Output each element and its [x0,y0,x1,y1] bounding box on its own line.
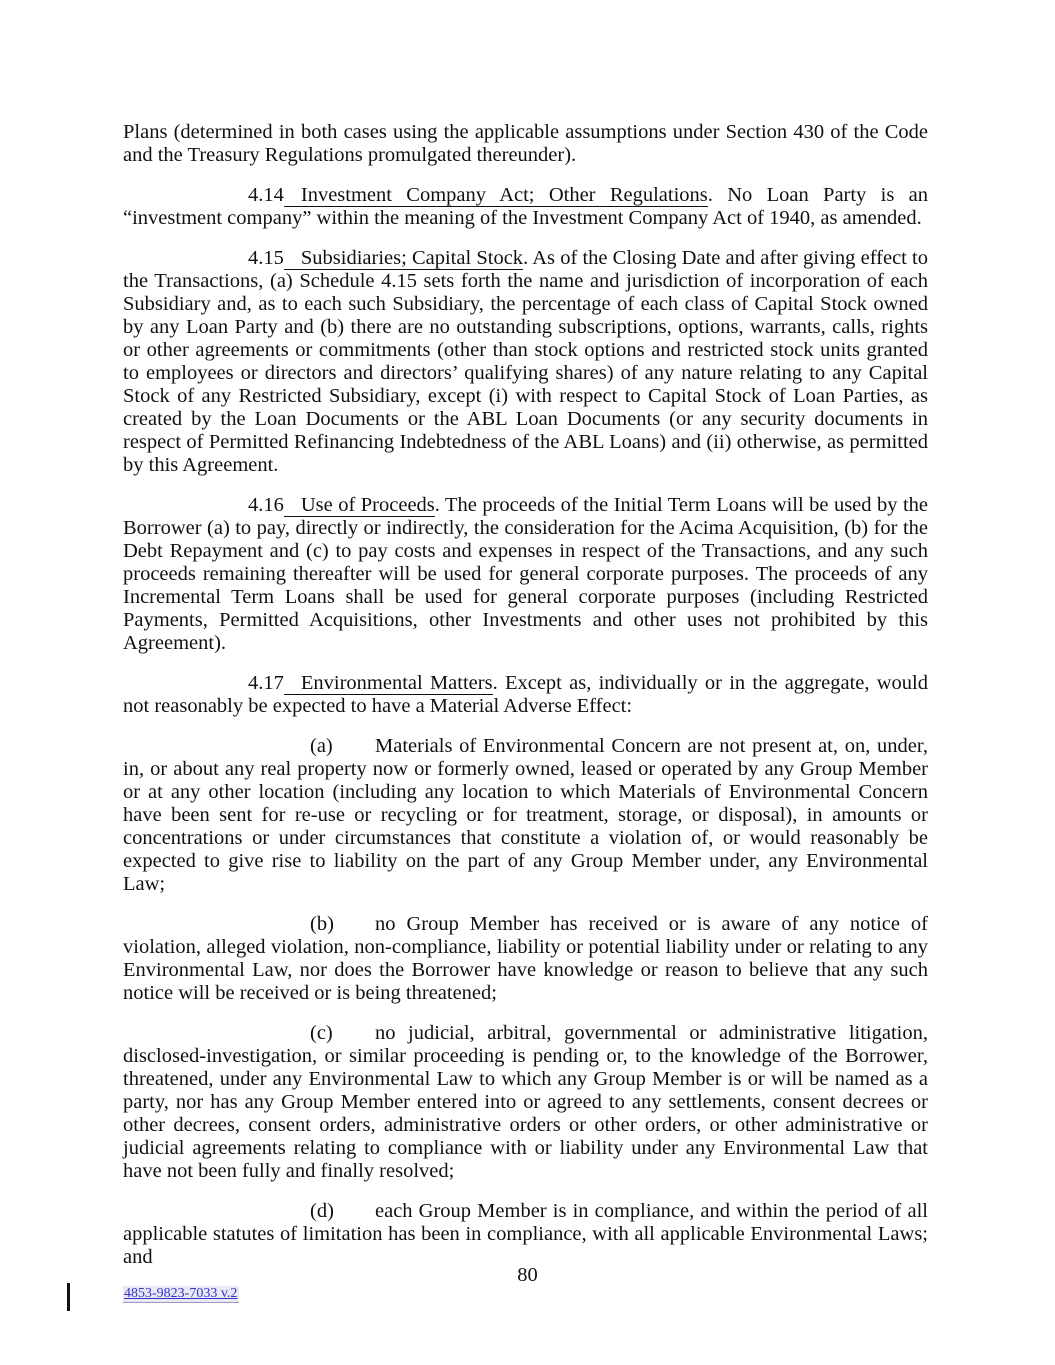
section-body: . Except as, individually or in the aggregate, would not reasonably be expected to have a Material Adverse Effect: [123,672,928,717]
subparagraph-label: (d) [310,1200,334,1222]
section-title: Subsidiaries; Capital Stock [284,247,523,270]
subparagraph-b [123,913,928,1005]
subparagraph-label: (c) [310,1022,333,1044]
change-bar [67,1283,70,1311]
page-body-text [123,121,928,1269]
subparagraph-label: (a) [310,735,333,757]
section-paragraph-4-17 [123,672,928,718]
doc-id-stamp [123,1285,239,1302]
section-paragraph-4-15 [123,247,928,477]
subparagraph-label: (b) [310,913,334,935]
section-number: 4.15 [248,247,284,269]
section-number: 4.17 [248,672,284,694]
section-body: . The proceeds of the Initial Term Loans will be used by the Borrower (a) to pay, directly or indirectly, the consideration for the Acima Acquisition, (b) for the Debt Repayment and (c) to pay costs and expenses in respect of the Transactions, and any such proceeds remaining thereafter will be used for general corporate purposes. The proceeds of any Incremental Term Loans shall be used for general corporate purposes (including Restricted Payments, Permitted Acquisitions, other Investments and other uses not prohibited by this Agreement). [123,494,929,654]
page-number: 80 [517,1264,538,1286]
subparagraph-text: each Group Member is in compliance, and within the period of all applicable statutes of limitation has been in compliance, with all applicable Environmental Laws; and [123,1200,928,1268]
section-number: 4.14 [248,184,284,206]
paragraph-continuation: Plans (determined in both cases using the applicable assumptions under Section 430 of the Code and the Treasury Regulations promulgated thereunder). [123,121,928,166]
subparagraph-d [123,1200,928,1269]
subparagraph-text: Materials of Environmental Concern are not present at, on, under, in, or about any real property now or formerly owned, leased or operated by any Group Member or at any other location (including any location to which Materials of Environmental Concern have been sent for re-use or recycling or for treatment, storage, or disposal), in amounts or concentrations or under circumstances that constitute a violation of, or would reasonably be expected to give rise to liability on the part of any Group Member under, any Environmental Law; [123,735,928,895]
subparagraph-text: no Group Member has received or is aware of any notice of violation, alleged violation, non-compliance, liability or potential liability under or relating to any Environmental Law, nor does the Borrower have knowledge or reason to believe that any such notice will be received or is being threatened; [123,913,928,1004]
section-paragraph-4-16 [123,494,928,655]
section-title: Investment Company Act; Other Regulations [284,184,708,207]
section-number: 4.16 [248,494,284,516]
subparagraph-c [123,1022,928,1183]
section-title: Use of Proceeds [284,494,435,517]
doc-id-text: 4853-9823-7033 v.2 [124,1286,238,1301]
subparagraph-text: no judicial, arbitral, governmental or administrative litigation, disclosed-investigation, or similar proceeding is pending or, to the knowledge of the Borrower, threatened, under any Environmental Law to which any Group Member is or will be named as a party, nor has any Group Member entered into or agreed to any settlements, consent decrees or other decrees, consent orders, administrative orders or other orders, or other administrative or judicial agreements relating to compliance with or liability under any Environmental Law that have not been fully and finally resolved; [123,1022,928,1182]
section-body: . No Loan Party is an “investment company” within the meaning of the Investment Company Act of 1940, as amended. [123,184,928,229]
section-paragraph-4-14 [123,184,928,230]
section-body: . As of the Closing Date and after giving effect to the Transactions, (a) Schedule 4.15 sets forth the name and jurisdiction of incorporation of each Subsidiary and, as to each such Subsidiary, the percentage of each class of Capital Stock owned by any Loan Party and (b) there are no outstanding subscriptions, options, warrants, calls, rights or other agreements or commitments (other than stock options and restricted stock units granted to employees or directors and directors’ qualifying shares) of any nature relating to any Capital Stock of any Restricted Subsidiary, except (i) with respect to Capital Stock of Loan Parties, as created by the Loan Documents or the ABL Loan Documents (or any security documents in respect of Permitted Refinancing Indebtedness of the ABL Loans) and (ii) otherwise, as permitted by this Agreement. [123,247,928,476]
section-title: Environmental Matters [284,672,493,695]
subparagraph-a [123,735,928,896]
